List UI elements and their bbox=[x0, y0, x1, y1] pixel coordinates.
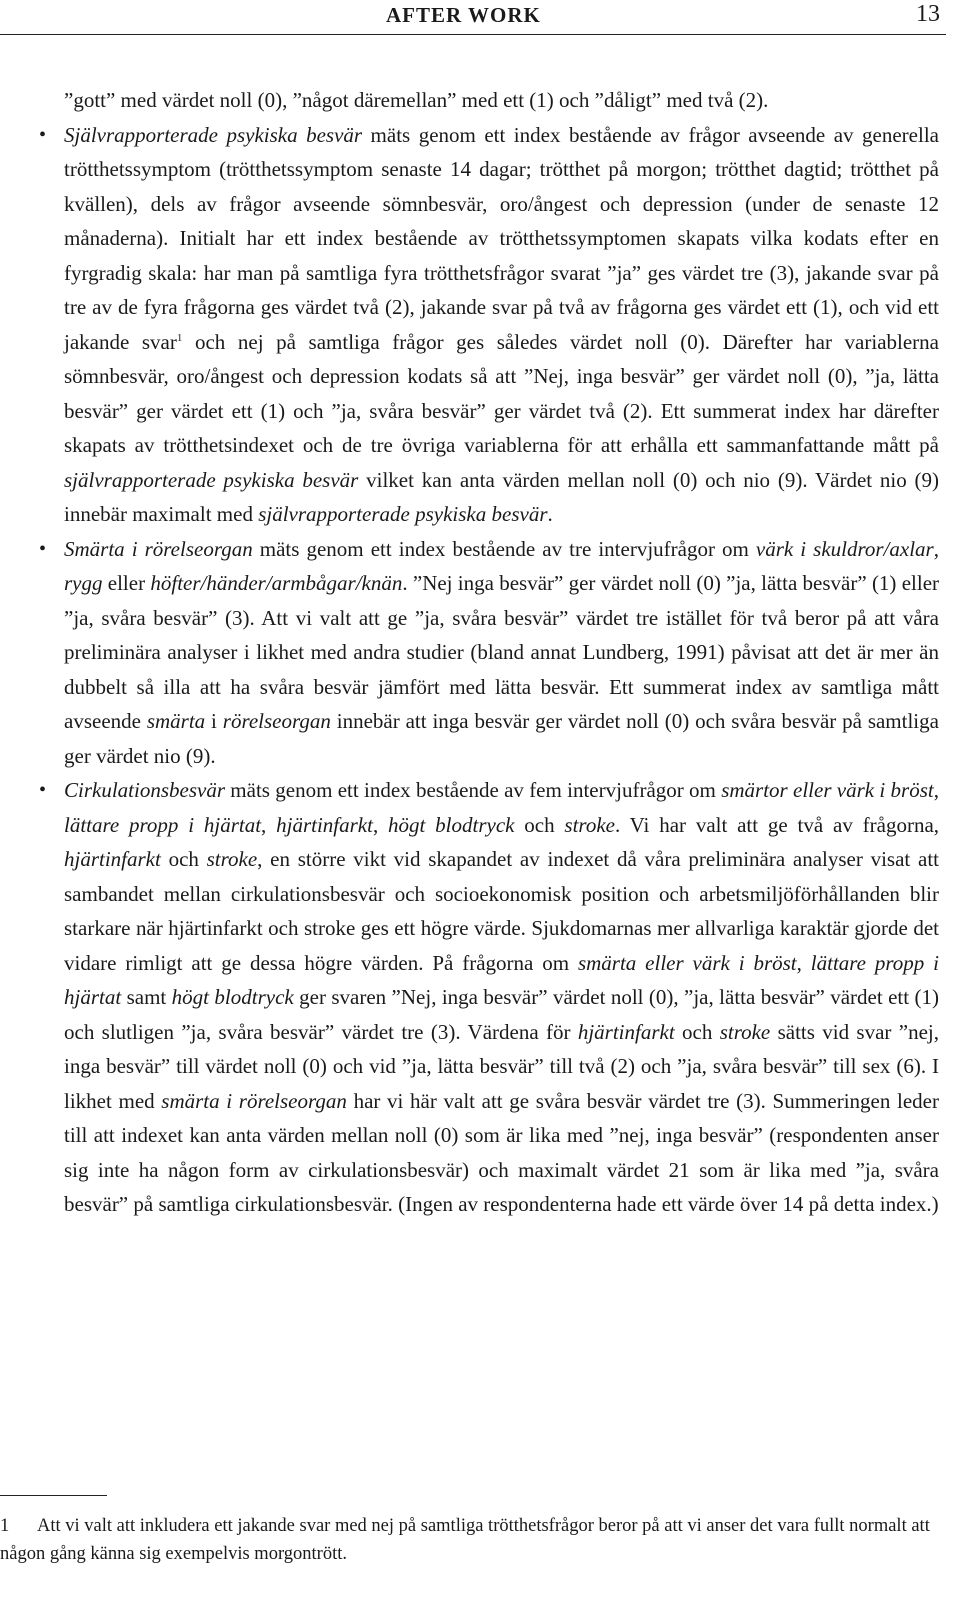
text-run: mäts genom ett index bestående av tre intervjufrågor om bbox=[252, 536, 756, 561]
footnote-number: 1 bbox=[0, 1516, 10, 1536]
term: lättare propp i hjärtat bbox=[64, 950, 939, 1009]
text-run: ger svaren ”Nej, inga besvär” värdet noll (0), ”ja, lätta besvär” värdet ett (1) och slutligen ”ja, svåra besvär” värdet tre (3). Värdena för bbox=[64, 985, 939, 1044]
text-run: och bbox=[514, 812, 565, 837]
running-header bbox=[0, 0, 946, 35]
text-run: innebär att inga besvär ger värdet noll (0) och svåra besvär på samtliga ger värdet nio (9). bbox=[64, 709, 939, 768]
text-run: i bbox=[205, 709, 223, 733]
term: lättare propp i hjärtat bbox=[64, 812, 262, 837]
term: hjärtinfarkt bbox=[276, 812, 373, 837]
term: Självrapporterade psykiska besvär bbox=[64, 122, 363, 147]
footnote bbox=[0, 1512, 940, 1568]
term: höfter/händer/armbågar/knän bbox=[150, 571, 403, 595]
text-run: vilket kan anta värden mellan noll (0) och nio (9). Värdet nio (9) innebär maximalt med bbox=[64, 467, 939, 526]
text-run: har vi här valt att ge svåra besvär värdet tre (3). Summeringen leder till att indexet kan anta värden mellan noll (0) som är lika med ”nej, inga besvär” (respondenten anser sig inte ha någon form av cirkulationsbesvär) och maximalt värdet 21 som är lika med ”ja, svåra besvär” på samtliga cirkulationsbesvär. (Ingen av respondenterna hade ett värde över 14 på detta index.) bbox=[64, 1088, 939, 1216]
term: värk i skuldror/axlar bbox=[755, 536, 934, 561]
list-item-cirkulation bbox=[39, 773, 940, 1222]
bullet-icon: • bbox=[39, 123, 47, 146]
term: smärta i rörelseorgan bbox=[161, 1088, 347, 1113]
text-run: och bbox=[674, 1019, 720, 1044]
term: självrapporterade psykiska besvär bbox=[258, 502, 548, 526]
term: rygg bbox=[64, 571, 103, 595]
text-run: och bbox=[160, 847, 207, 871]
text-run: samt bbox=[121, 985, 172, 1009]
term: hjärtinfarkt bbox=[64, 847, 161, 871]
footnote-ref[interactable]: 1 bbox=[176, 331, 183, 344]
footnote-divider bbox=[0, 1495, 107, 1496]
footnote-text: Att vi valt att inkludera ett jakande svar med nej på samtliga trötthetsfrågor beror på att vi anser det vara fullt normalt att någon gång känna sig exempelvis morgontrött. bbox=[0, 1516, 930, 1564]
term: stroke bbox=[564, 812, 615, 837]
text-run: eller bbox=[102, 571, 151, 595]
text-run: och nej på samtliga frågor ges således värdet noll (0). Därefter har variablerna sömnbesvär, oro/ångest och depression kodats så att ”Nej, inga besvär” ger värdet noll (0), ”ja, lätta besvär” ger värdet ett (1) och ”ja, svåra besvär” ger värdet två (2). Ett summerat index har därefter skapats av trötthetsindexet och de tre övriga variablerna för att erhålla ett sammanfattande mått på bbox=[64, 329, 939, 457]
term: högt blodtryck bbox=[171, 985, 294, 1009]
term: smärtor eller värk i bröst bbox=[721, 778, 934, 802]
text-run: , bbox=[933, 536, 939, 561]
text-run: ”gott” med värdet noll (0), ”något däremellan” med ett (1) och ”dåligt” med två (2). bbox=[64, 88, 769, 112]
text-run: , en större vikt vid skapandet av indexet då våra preliminära analyser visat att sambandet mellan cirkulationsbesvär och socioekonomisk position och arbetsmiljöförhållanden blir starkare när hjärtinfarkt och stroke ges ett högre värde. Sjukdomarnas mer allvarliga karaktär gjorde det vidare rimligt att ge dessa högre värden. På frågorna om bbox=[64, 847, 939, 975]
term: rörelseorgan bbox=[222, 709, 331, 733]
text-run: . Vi har valt att ge två av frågorna, bbox=[614, 812, 940, 837]
term: Cirkulationsbesvär bbox=[64, 778, 225, 802]
continued-paragraph bbox=[64, 83, 939, 118]
term: Smärta i rörelseorgan bbox=[64, 536, 253, 561]
body-text bbox=[39, 83, 940, 1222]
text-run: , bbox=[372, 812, 389, 837]
text-run: , bbox=[261, 812, 277, 837]
term: stroke bbox=[206, 847, 258, 871]
page-number: 13 bbox=[916, 1, 940, 27]
list-item-smarta bbox=[39, 532, 940, 774]
text-run: sätts vid svar ”nej, inga besvär” till värdet noll (0) och vid ”ja, lätta besvär” till två (2) och ”ja, svåra besvär” till sex (6). I likhet med bbox=[64, 1019, 939, 1113]
bullet-icon: • bbox=[39, 779, 47, 801]
text-run: mäts genom ett index bestående av fem intervjufrågor om bbox=[225, 778, 722, 802]
text-run: . bbox=[547, 502, 553, 526]
text-run: , bbox=[796, 950, 811, 975]
text-run: mäts genom ett index bestående av frågor avseende av generella trötthetssymptom (trötthetssymptom senaste 14 dagar; trötthet på morgon; trötthet dagtid; trötthet på kvällen), dels av frågor avseende sömnbesvär, oro/ångest och depression (under de senaste 12 månaderna). Initialt har ett index bestående av trötthetssymptomen skapats vilka kodats efter en fyrgradig skala: har man på samtliga fyra trötthetsfrågor svarat ”ja” ges värdet tre (3), jakande svar på tre av de fyra frågorna ges värdet två (2), jakande svar på två av frågorna ges värdet ett (1), och vid ett jakande svar bbox=[64, 122, 939, 354]
text-run: . ”Nej inga besvär” ger värdet noll (0) ”ja, lätta besvär” (1) eller ”ja, svåra besvär” (3). Att vi valt att ge ”ja, svåra besvär” värdet tre istället för två beror på att våra preliminära analyser i likhet med andra studier (bland annat Lundberg, 1991) påvisat att det är mer än dubbelt så illa att ha svåra besvär jämfört med lätta besvär. Ett summerat index av samtliga mått avseende bbox=[64, 571, 940, 733]
text-run: , bbox=[933, 778, 939, 802]
term: smärta bbox=[146, 709, 206, 733]
term: smärta eller värk i bröst bbox=[577, 950, 797, 975]
term: självrapporterade psykiska besvär bbox=[64, 467, 359, 492]
term: stroke bbox=[719, 1019, 771, 1044]
term: hjärtinfarkt bbox=[577, 1019, 675, 1044]
bullet-icon: • bbox=[39, 537, 47, 560]
term: högt blodtryck bbox=[388, 812, 515, 837]
list-item-psykiska-besvar bbox=[39, 118, 939, 532]
running-title: AFTER WORK bbox=[386, 3, 541, 27]
